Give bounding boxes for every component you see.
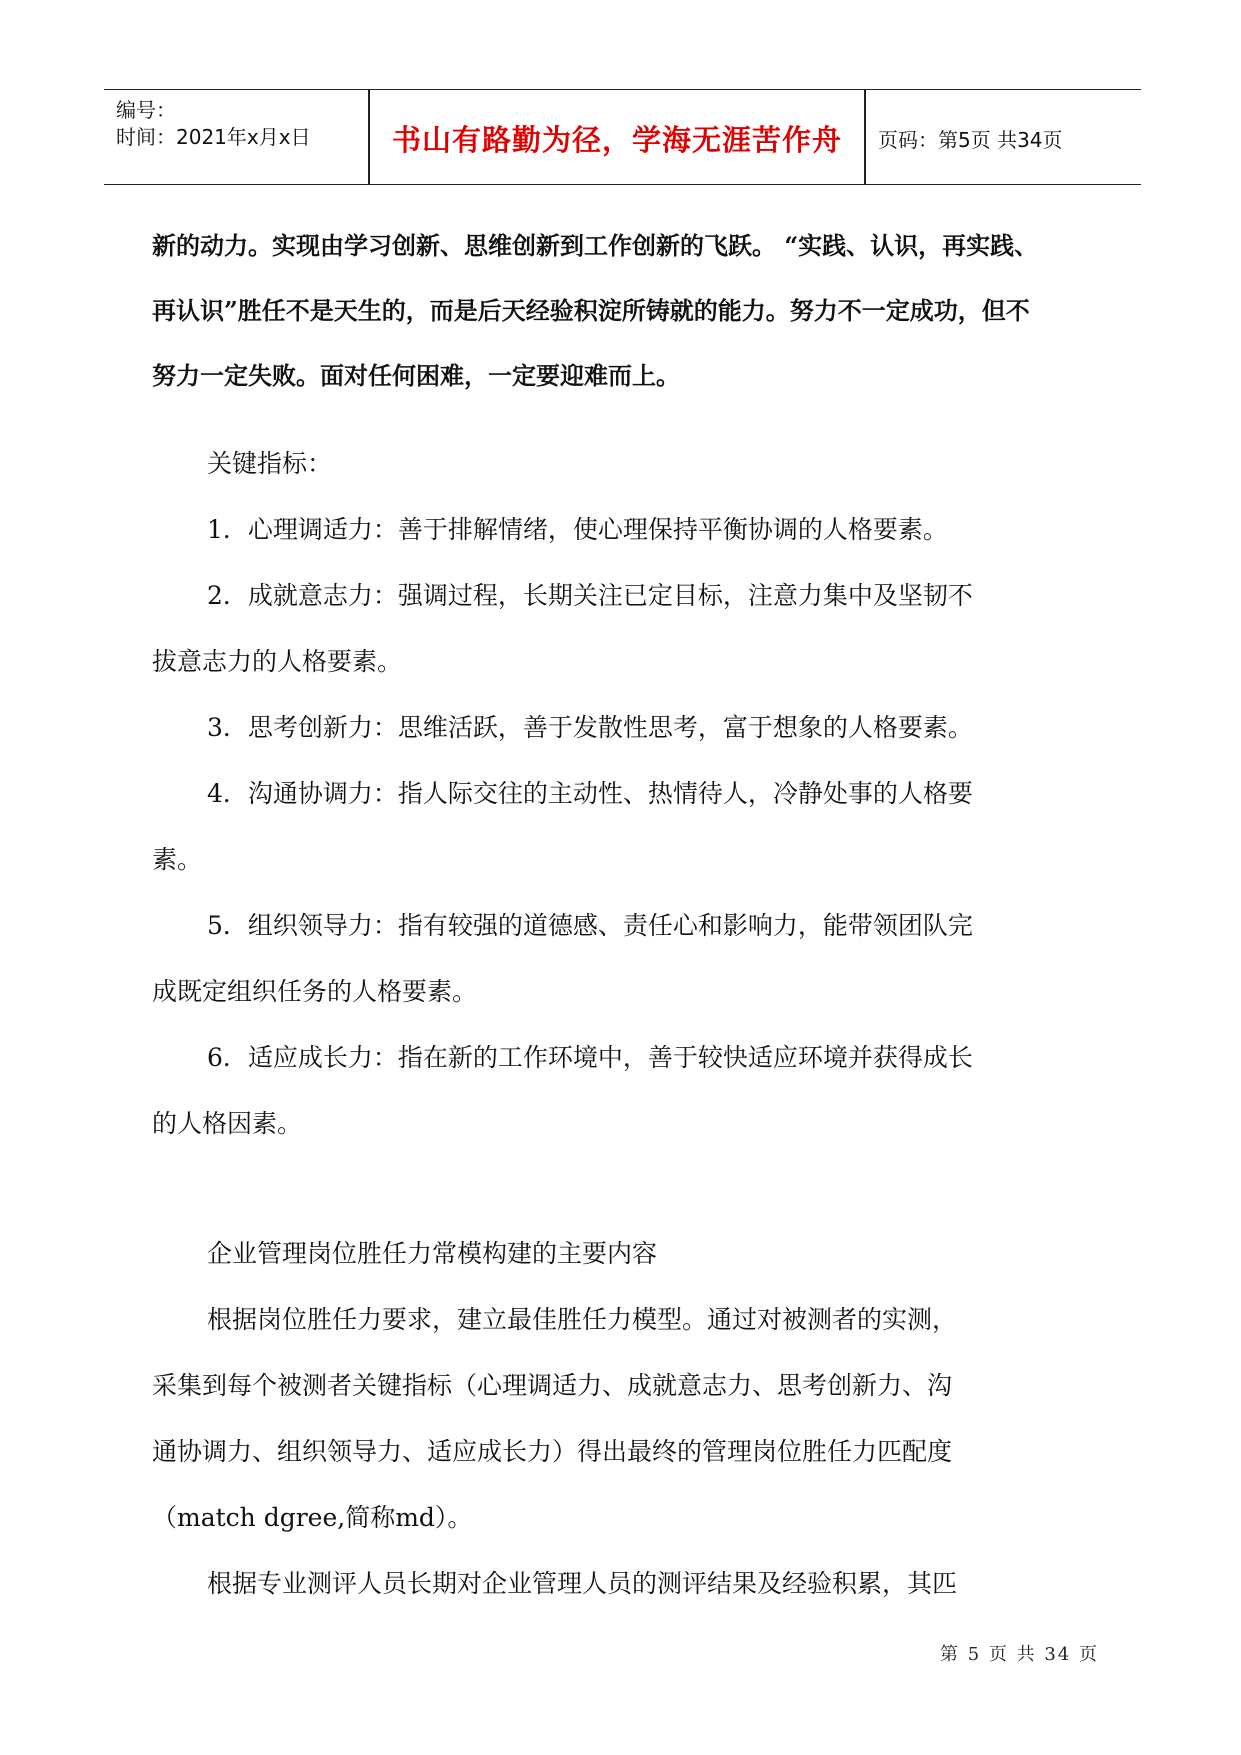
header-left-cell xyxy=(104,90,368,184)
page-header xyxy=(104,89,1141,185)
intro-line: 新的动力。实现由学习创新、思维创新到工作创新的飞跃。 “实践、认识，再实践、 xyxy=(152,231,1039,260)
indicator-line: 5．组织领导力：指有较强的道德感、责任心和影响力，能带领团队完 xyxy=(207,911,973,940)
indicator-item-6 xyxy=(152,1025,1102,1157)
indicator-line: 4．沟通协调力：指人际交往的主动性、热情待人，冷静处事的人格要 xyxy=(207,779,973,808)
indicator-item-3 xyxy=(152,695,1102,761)
indicator-line: 拔意志力的人格要素。 xyxy=(152,647,403,676)
indicator-line: 2．成就意志力：强调过程，长期关注已定目标，注意力集中及坚韧不 xyxy=(207,581,973,610)
section-title xyxy=(152,1221,1102,1287)
paragraph-line: 根据专业测评人员长期对企业管理人员的测评结果及经验积累，其匹 xyxy=(207,1569,958,1598)
indicator-item-2 xyxy=(152,563,1102,695)
number-label: 编号： xyxy=(116,98,176,122)
paragraph-line: 根据岗位胜任力要求，建立最佳胜任力模型。通过对被测者的实测， xyxy=(207,1305,958,1334)
indicator-line: 6．适应成长力：指在新的工作环境中，善于较快适应环境并获得成长 xyxy=(207,1043,973,1072)
paragraph-line: （match dgree,简称md）。 xyxy=(152,1503,473,1532)
indicator-line: 成既定组织任务的人格要素。 xyxy=(152,977,478,1006)
intro-paragraph xyxy=(152,213,1102,408)
section-paragraph-2 xyxy=(152,1551,1102,1617)
indicator-item-1 xyxy=(152,497,1102,563)
header-middle-cell xyxy=(370,90,864,184)
indicator-item-5 xyxy=(152,893,1102,1025)
header-motto: 书山有路勤为径，学海无涯苦作舟 xyxy=(391,123,842,157)
key-indicators-title-text: 关键指标： xyxy=(207,449,333,478)
paragraph-line: 通协调力、组织领导力、适应成长力）得出最终的管理岗位胜任力匹配度 xyxy=(152,1437,953,1466)
indicator-line: 的人格因素。 xyxy=(152,1109,303,1138)
section-title-text: 企业管理岗位胜任力常模构建的主要内容 xyxy=(207,1239,658,1268)
section-paragraph-1 xyxy=(152,1287,1102,1551)
intro-line: 努力一定失败。面对任何困难，一定要迎难而上。 xyxy=(152,361,680,390)
time-label: 时间：2021年x月x日 xyxy=(116,125,311,149)
page-footer: 第 5 页 共 34 页 xyxy=(940,1644,1099,1665)
page-code: 页码：第5页 共34页 xyxy=(878,128,1063,152)
paragraph-line: 采集到每个被测者关键指标（心理调适力、成就意志力、思考创新力、沟 xyxy=(152,1371,953,1400)
header-right-cell xyxy=(866,90,1141,184)
intro-line: 再认识”胜任不是天生的，而是后天经验积淀所铸就的能力。努力不一定成功，但不 xyxy=(152,296,1030,325)
indicator-line: 3．思考创新力：思维活跃，善于发散性思考，富于想象的人格要素。 xyxy=(207,713,973,742)
indicator-line: 1．心理调适力：善于排解情绪，使心理保持平衡协调的人格要素。 xyxy=(207,515,948,544)
key-indicators-title xyxy=(152,431,1102,497)
indicator-line: 素。 xyxy=(152,845,203,874)
indicator-item-4 xyxy=(152,761,1102,893)
